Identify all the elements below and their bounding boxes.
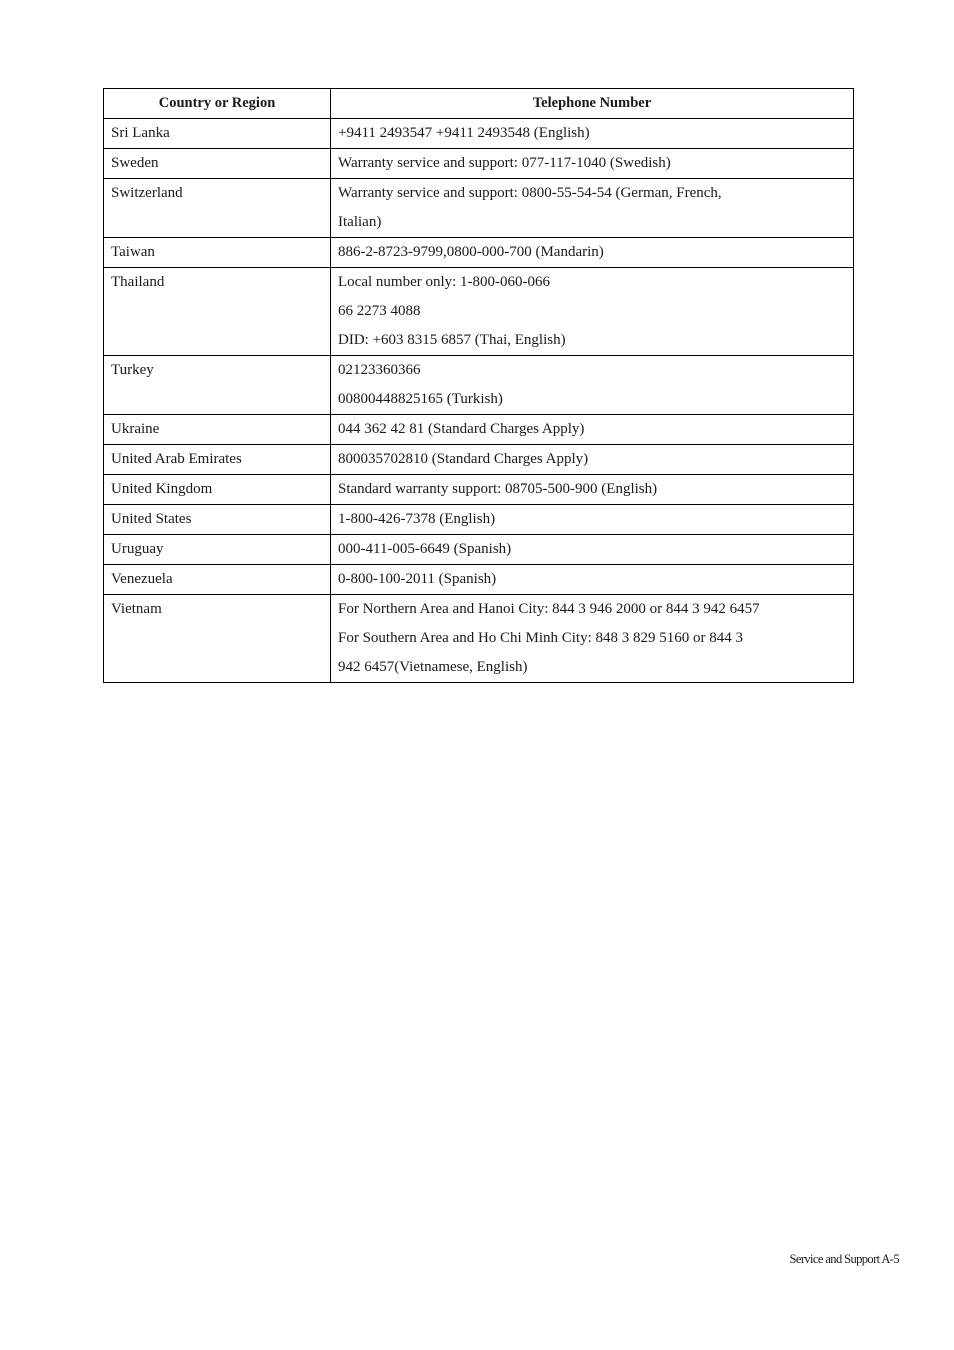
telephone-line: 000-411-005-6649 (Spanish) xyxy=(338,541,512,557)
table-row xyxy=(104,415,854,445)
column-header-country: Country or Region xyxy=(104,89,331,119)
telephone-line: For Northern Area and Hanoi City: 844 3 946 2000 or 844 3 942 6457 xyxy=(338,601,760,617)
table-row xyxy=(104,445,854,475)
table-row xyxy=(104,119,854,149)
table-row xyxy=(104,565,854,595)
telephone-line: DID: +603 8315 6857 (Thai, English) xyxy=(338,332,566,348)
country-cell xyxy=(104,445,331,475)
telephone-cell xyxy=(331,238,854,268)
telephone-line: 02123360366 xyxy=(338,362,421,378)
telephone-line: Local number only: 1-800-060-066 xyxy=(338,274,551,290)
table-row xyxy=(104,149,854,179)
country-cell xyxy=(104,356,331,415)
telephone-line: 886-2-8723-9799,0800-000-700 (Mandarin) xyxy=(338,244,604,260)
country-name: Sweden xyxy=(111,155,159,171)
support-contact-table xyxy=(103,88,854,683)
telephone-line: 800035702810 (Standard Charges Apply) xyxy=(338,451,589,467)
country-cell xyxy=(104,595,331,683)
telephone-line: 942 6457(Vietnamese, English) xyxy=(338,659,528,675)
table-row xyxy=(104,475,854,505)
telephone-line: 0-800-100-2011 (Spanish) xyxy=(338,571,497,587)
country-cell xyxy=(104,149,331,179)
telephone-cell xyxy=(331,119,854,149)
country-cell xyxy=(104,415,331,445)
country-cell xyxy=(104,535,331,565)
telephone-cell xyxy=(331,535,854,565)
table-body xyxy=(104,119,854,683)
telephone-cell xyxy=(331,475,854,505)
table-row xyxy=(104,179,854,238)
telephone-line: Warranty service and support: 077-117-1040 (Swedish) xyxy=(338,155,671,171)
country-name: Turkey xyxy=(111,362,154,378)
country-name: Switzerland xyxy=(111,185,183,201)
telephone-cell xyxy=(331,445,854,475)
telephone-line: 00800448825165 (Turkish) xyxy=(338,391,503,407)
column-header-telephone: Telephone Number xyxy=(331,89,854,119)
telephone-cell xyxy=(331,149,854,179)
telephone-cell xyxy=(331,565,854,595)
country-cell xyxy=(104,238,331,268)
table-row xyxy=(104,595,854,683)
country-name: Ukraine xyxy=(111,421,160,437)
country-name: Vietnam xyxy=(111,601,162,617)
country-cell xyxy=(104,179,331,238)
country-cell xyxy=(104,119,331,149)
telephone-line: Italian) xyxy=(338,214,382,230)
telephone-cell xyxy=(331,268,854,356)
country-name: Taiwan xyxy=(111,244,155,260)
country-cell xyxy=(104,565,331,595)
telephone-cell xyxy=(331,415,854,445)
country-name: United States xyxy=(111,511,192,527)
country-name: Venezuela xyxy=(111,571,173,587)
table-header-row xyxy=(104,89,854,119)
telephone-line: Warranty service and support: 0800-55-54-54 (German, French, xyxy=(338,185,722,201)
telephone-line: For Southern Area and Ho Chi Minh City: 848 3 829 5160 or 844 3 xyxy=(338,630,743,646)
table-row xyxy=(104,268,854,356)
telephone-line: 1-800-426-7378 (English) xyxy=(338,511,496,527)
country-cell xyxy=(104,268,331,356)
table-row xyxy=(104,238,854,268)
telephone-line: +9411 2493547 +9411 2493548 (English) xyxy=(338,125,590,141)
country-name: Uruguay xyxy=(111,541,164,557)
table-row xyxy=(104,356,854,415)
page-footer: Service and Support A-5 xyxy=(789,1252,899,1266)
telephone-line: 66 2273 4088 xyxy=(338,303,421,319)
country-cell xyxy=(104,505,331,535)
telephone-line: Standard warranty support: 08705-500-900 (English) xyxy=(338,481,658,497)
table-row xyxy=(104,535,854,565)
country-name: Thailand xyxy=(111,274,165,290)
telephone-cell xyxy=(331,356,854,415)
table-row xyxy=(104,505,854,535)
country-name: United Kingdom xyxy=(111,481,213,497)
country-name: Sri Lanka xyxy=(111,125,170,141)
telephone-cell xyxy=(331,595,854,683)
telephone-cell xyxy=(331,179,854,238)
telephone-line: 044 362 42 81 (Standard Charges Apply) xyxy=(338,421,585,437)
country-name: United Arab Emirates xyxy=(111,451,242,467)
country-cell xyxy=(104,475,331,505)
telephone-cell xyxy=(331,505,854,535)
